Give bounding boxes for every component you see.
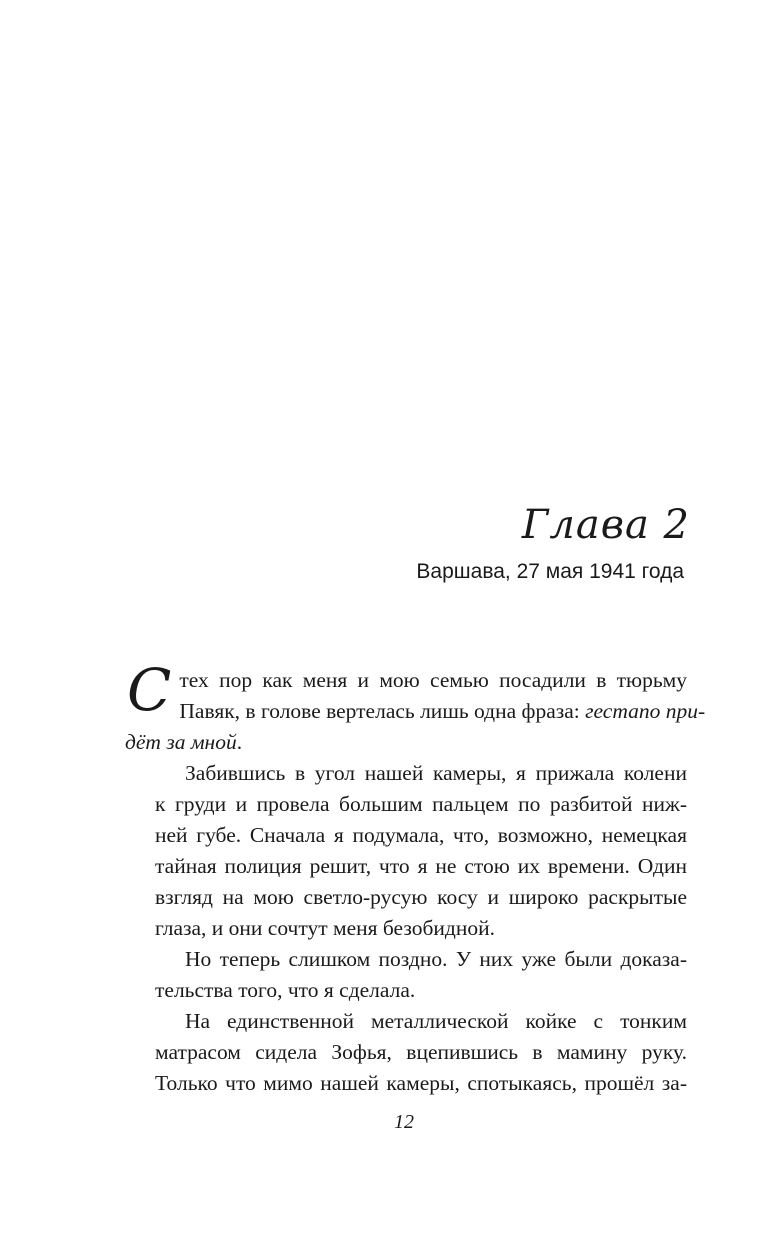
text-line: Только что мимо нашей камеры, спотыкаясь, прошёл за- — [155, 1071, 687, 1095]
text-line — [125, 727, 687, 758]
body-text — [125, 656, 706, 1099]
emphasis-text: дёт за мной — [125, 730, 237, 754]
paragraph-4 — [125, 1006, 687, 1099]
paragraph-1 — [125, 656, 706, 758]
chapter-title: Глава 2 — [521, 502, 690, 548]
chapter-subtitle: Варшава, 27 мая 1941 года — [416, 560, 684, 583]
paragraph-3 — [125, 944, 687, 1006]
text-line: ней губе. Сначала я подумала, что, возможно, немецкая — [155, 823, 687, 847]
paragraph-2 — [125, 758, 687, 944]
text-line: взгляд на мою светло-русую косу и широко раскрытые — [155, 885, 687, 909]
emphasis-text: гестапо при- — [585, 699, 706, 723]
page-number: 12 — [394, 1111, 414, 1133]
text-line: На единственной металлической койке с тонким — [185, 1009, 687, 1033]
dropcap-letter: С — [127, 656, 172, 724]
text-span: . — [236, 730, 243, 754]
text-line: Но теперь слишком поздно. У них уже были доказа- — [185, 947, 687, 971]
text-line: Забившись в угол нашей камеры, я прижала колени — [185, 761, 687, 785]
text-line: глаза, и они сочтут меня безобидной. — [155, 916, 496, 940]
text-span: Павяк, в голове вертелась лишь одна фраза: — [179, 699, 586, 723]
text-line: тайная полиция решит, что я не стою их времени. Один — [155, 854, 687, 878]
text-line — [125, 696, 706, 727]
text-line: матрасом сидела Зофья, вцепившись в мамину руку. — [155, 1040, 687, 1064]
text-line: к груди и провела большим пальцем по разбитой ниж- — [155, 792, 687, 816]
text-line: тельства того, что я сделала. — [155, 978, 416, 1002]
text-line: тех пор как меня и мою семью посадили в тюрьму — [179, 668, 687, 692]
